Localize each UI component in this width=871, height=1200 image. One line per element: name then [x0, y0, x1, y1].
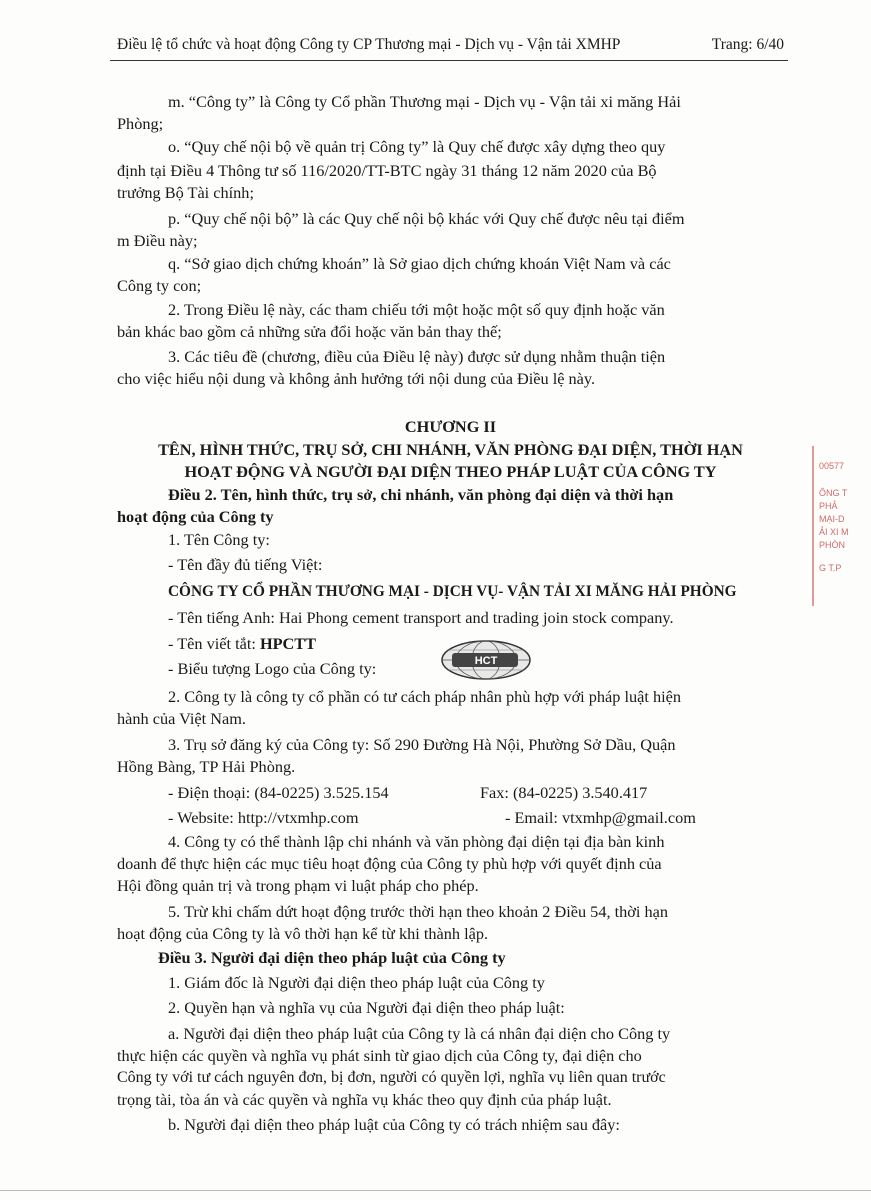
red-seal-stamp	[812, 446, 868, 606]
text-line: 5. Trừ khi chấm dứt hoạt động trước thời hạn theo khoản 2 Điều 54, thời hạn	[168, 902, 668, 921]
text-line: m Điều này;	[117, 231, 198, 250]
text-line: b. Người đại diện theo pháp luật của Công ty có trách nhiệm sau đây:	[168, 1115, 620, 1134]
abbreviation-value: HPCTT	[259, 634, 317, 653]
company-logo	[440, 639, 532, 681]
article-2-title-cont: hoạt động của Công ty	[117, 507, 274, 526]
text-line: m. “Công ty” là Công ty Cổ phần Thương mại - Dịch vụ - Vận tải xi măng Hải	[168, 92, 681, 111]
text-line: - Tên đầy đủ tiếng Việt:	[168, 555, 323, 574]
abbreviation-label: - Tên viết tắt:	[168, 634, 260, 653]
chapter-title-line: HOẠT ĐỘNG VÀ NGƯỜI ĐẠI DIỆN THEO PHÁP LUẬT CỦA CÔNG TY	[184, 462, 717, 481]
bottom-edge-line	[0, 1190, 871, 1191]
text-line: Công ty con;	[117, 276, 202, 295]
text-line: hoạt động của Công ty là vô thời hạn kể từ khi thành lập.	[117, 924, 489, 943]
header-divider	[110, 60, 788, 61]
stamp-text: MẠI-D	[819, 514, 845, 524]
text-line: doanh để thực hiện các mục tiêu hoạt động của Công ty phù hợp với quyết định của	[117, 854, 662, 873]
stamp-text: PHÒN	[819, 540, 846, 550]
abbreviation-line	[168, 634, 316, 654]
fax-line: Fax: (84-0225) 3.540.417	[480, 783, 648, 802]
stamp-text: PHẢ	[819, 501, 838, 511]
company-name: CÔNG TY CỔ PHẦN THƯƠNG MẠI - DỊCH VỤ- VẬN TẢI XI MĂNG HẢI PHÒNG	[168, 583, 737, 600]
text-line: 4. Công ty có thể thành lập chi nhánh và văn phòng đại diện tại địa bàn kinh	[168, 832, 665, 851]
text-line: cho việc hiểu nội dung và không ảnh hưởng tới nội dung của Điều lệ này.	[117, 369, 596, 388]
text-line: Hội đồng quản trị và trong phạm vi luật pháp cho phép.	[117, 876, 479, 895]
text-line: trọng tài, tòa án và các quyền và nghĩa vụ khác theo quy định của pháp luật.	[117, 1090, 612, 1109]
text-line: o. “Quy chế nội bộ về quản trị Công ty” là Quy chế được xây dựng theo quy	[168, 137, 666, 156]
text-line: p. “Quy chế nội bộ” là các Quy chế nội bộ khác với Quy chế được nêu tại điểm	[168, 209, 685, 228]
text-line: hành của Việt Nam.	[117, 709, 246, 728]
text-line: 2. Công ty là công ty cổ phần có tư cách pháp nhân phù hợp với pháp luật hiện	[168, 687, 682, 706]
text-line: bản khác bao gồm cả những sửa đổi hoặc văn bản thay thế;	[117, 322, 502, 341]
text-line: 3. Trụ sở đăng ký của Công ty: Số 290 Đường Hà Nội, Phường Sở Dầu, Quận	[168, 735, 676, 754]
text-line: định tại Điều 4 Thông tư số 116/2020/TT-BTC ngày 31 tháng 12 năm 2020 của Bộ	[117, 161, 657, 180]
text-line: Hồng Bàng, TP Hải Phòng.	[117, 757, 296, 776]
text-line: trưởng Bộ Tài chính;	[117, 183, 254, 202]
stamp-text: ẢI XI M	[819, 527, 849, 537]
text-line: 1. Tên Công ty:	[168, 530, 270, 549]
stamp-text: 00577	[819, 461, 845, 471]
website-line: - Website: http://vtxmhp.com	[168, 808, 359, 827]
text-line: q. “Sở giao dịch chứng khoán” là Sở giao dịch chứng khoán Việt Nam và các	[168, 254, 671, 273]
article-3-title: Điều 3. Người đại diện theo pháp luật của Công ty	[158, 948, 506, 967]
phone-line: - Điện thoại: (84-0225) 3.525.154	[168, 783, 389, 802]
stamp-text: ÔNG T	[819, 488, 848, 498]
text-line: Công ty với tư cách nguyên đơn, bị đơn, người có quyền lợi, nghĩa vụ liên quan trước	[117, 1069, 666, 1086]
page-number: Trang: 6/40	[711, 36, 784, 53]
text-line: a. Người đại diện theo pháp luật của Công ty là cá nhân đại diện cho Công ty	[168, 1024, 671, 1043]
page-header	[117, 36, 784, 54]
text-line: 1. Giám đốc là Người đại diện theo pháp luật của Công ty	[168, 973, 545, 992]
email-line: - Email: vtxmhp@gmail.com	[505, 808, 696, 827]
text-line: thực hiện các quyền và nghĩa vụ phát sinh từ giao dịch của Công ty, đại diện cho	[117, 1046, 642, 1065]
logo-text: HCT	[474, 655, 498, 667]
text-line: 3. Các tiêu đề (chương, điều của Điều lệ này) được sử dụng nhằm thuận tiện	[168, 347, 666, 366]
stamp-text: G T.P	[819, 563, 842, 573]
text-line: Phòng;	[117, 114, 164, 133]
article-2-title: Điều 2. Tên, hình thức, trụ sở, chi nhánh, văn phòng đại diện và thời hạn	[168, 485, 674, 504]
chapter-title-line: TÊN, HÌNH THỨC, TRỤ SỞ, CHI NHÁNH, VĂN PHÒNG ĐẠI DIỆN, THỜI HẠN	[158, 440, 743, 459]
chapter-heading: CHƯƠNG II	[404, 417, 497, 436]
text-line: - Biểu tượng Logo của Công ty:	[168, 659, 377, 678]
header-title: Điều lệ tổ chức và hoạt động Công ty CP Thương mại - Dịch vụ - Vận tải XMHP	[117, 36, 621, 53]
text-line: 2. Trong Điều lệ này, các tham chiếu tới một hoặc một số quy định hoặc văn	[168, 300, 665, 319]
globe-logo-icon	[440, 639, 532, 681]
text-line: 2. Quyền hạn và nghĩa vụ của Người đại diện theo pháp luật:	[168, 998, 565, 1017]
text-line: - Tên tiếng Anh: Hai Phong cement transport and trading join stock company.	[168, 608, 674, 627]
